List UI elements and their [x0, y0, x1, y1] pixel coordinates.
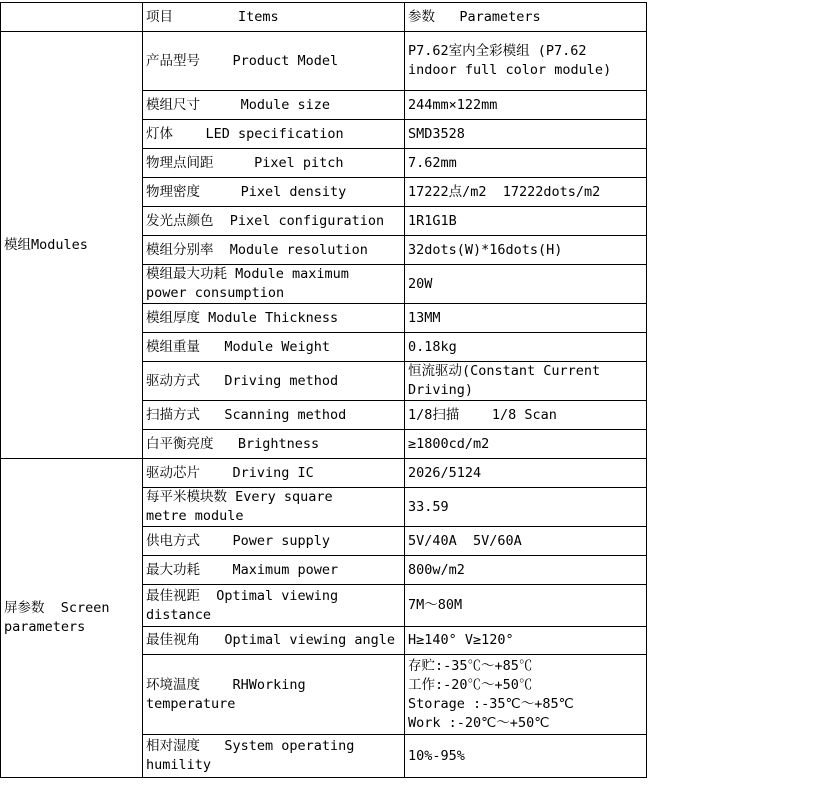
- row-value-cell: 244mm×122mm: [405, 91, 647, 120]
- row-label-cell: 白平衡亮度 Brightness: [143, 430, 405, 459]
- row-value-cell: 2026/5124: [405, 459, 647, 488]
- table-row: [1, 32, 647, 91]
- row-label-cell: 驱动方式 Driving method: [143, 362, 405, 401]
- row-label-cell: 物理密度 Pixel density: [143, 178, 405, 207]
- row-label-cell: 模组厚度 Module Thickness: [143, 304, 405, 333]
- row-label-cell: 模组尺寸 Module size: [143, 91, 405, 120]
- row-label-cell: 扫描方式 Scanning method: [143, 401, 405, 430]
- row-value-cell: 恒流驱动(Constant Current Driving): [405, 362, 647, 401]
- row-label-cell: 产品型号 Product Model: [143, 32, 405, 91]
- row-label-cell: 供电方式 Power supply: [143, 527, 405, 556]
- row-label-cell: 灯体 LED specification: [143, 120, 405, 149]
- row-label-cell: 最佳视距 Optimal viewing distance: [143, 585, 405, 627]
- section-name-cell: 屏参数 Screen parameters: [1, 459, 143, 778]
- row-label-cell: 相对湿度 System operating humility: [143, 735, 405, 778]
- row-value-cell: H≥140° V≥120°: [405, 627, 647, 655]
- row-value-cell: 33.59: [405, 488, 647, 527]
- row-value-cell: P7.62室内全彩模组 (P7.62 indoor full color module): [405, 32, 647, 91]
- row-value-cell: 存贮:-35℃～+85℃ 工作:-20℃～+50℃ Storage :-35℃～+85℃ Work :-20℃～+50℃: [405, 655, 647, 735]
- header-row: [1, 3, 647, 32]
- row-label-cell: 模组分别率 Module resolution: [143, 236, 405, 265]
- row-value-cell: 1R1G1B: [405, 207, 647, 236]
- row-label-cell: 模组重量 Module Weight: [143, 333, 405, 362]
- header-item-cell: 项目 Items: [143, 3, 405, 32]
- row-label-cell: 环境温度 RHWorking temperature: [143, 655, 405, 735]
- header-empty-cell: [1, 3, 143, 32]
- row-value-cell: 7M～80M: [405, 585, 647, 627]
- spec-table: [0, 2, 647, 778]
- row-label-cell: 发光点颜色 Pixel configuration: [143, 207, 405, 236]
- row-label-cell: 模组最大功耗 Module maximum power consumption: [143, 265, 405, 304]
- spec-table-body: [1, 3, 647, 778]
- row-label-cell: 驱动芯片 Driving IC: [143, 459, 405, 488]
- row-value-cell: 1/8扫描 1/8 Scan: [405, 401, 647, 430]
- row-value-cell: 32dots(W)*16dots(H): [405, 236, 647, 265]
- row-label-cell: 最大功耗 Maximum power: [143, 556, 405, 585]
- row-label-cell: 物理点间距 Pixel pitch: [143, 149, 405, 178]
- row-value-cell: ≥1800cd/m2: [405, 430, 647, 459]
- row-value-cell: 13MM: [405, 304, 647, 333]
- row-value-cell: 0.18kg: [405, 333, 647, 362]
- table-row: [1, 459, 647, 488]
- row-value-cell: 5V/40A 5V/60A: [405, 527, 647, 556]
- row-label-cell: 每平米模块数 Every square metre module: [143, 488, 405, 527]
- row-value-cell: 10%-95%: [405, 735, 647, 778]
- row-value-cell: SMD3528: [405, 120, 647, 149]
- row-value-cell: 800w/m2: [405, 556, 647, 585]
- row-value-cell: 7.62mm: [405, 149, 647, 178]
- row-label-cell: 最佳视角 Optimal viewing angle: [143, 627, 405, 655]
- row-value-cell: 20W: [405, 265, 647, 304]
- header-parameter-cell: 参数 Parameters: [405, 3, 647, 32]
- section-name-cell: 模组Modules: [1, 32, 143, 459]
- row-value-cell: 17222点/m2 17222dots/m2: [405, 178, 647, 207]
